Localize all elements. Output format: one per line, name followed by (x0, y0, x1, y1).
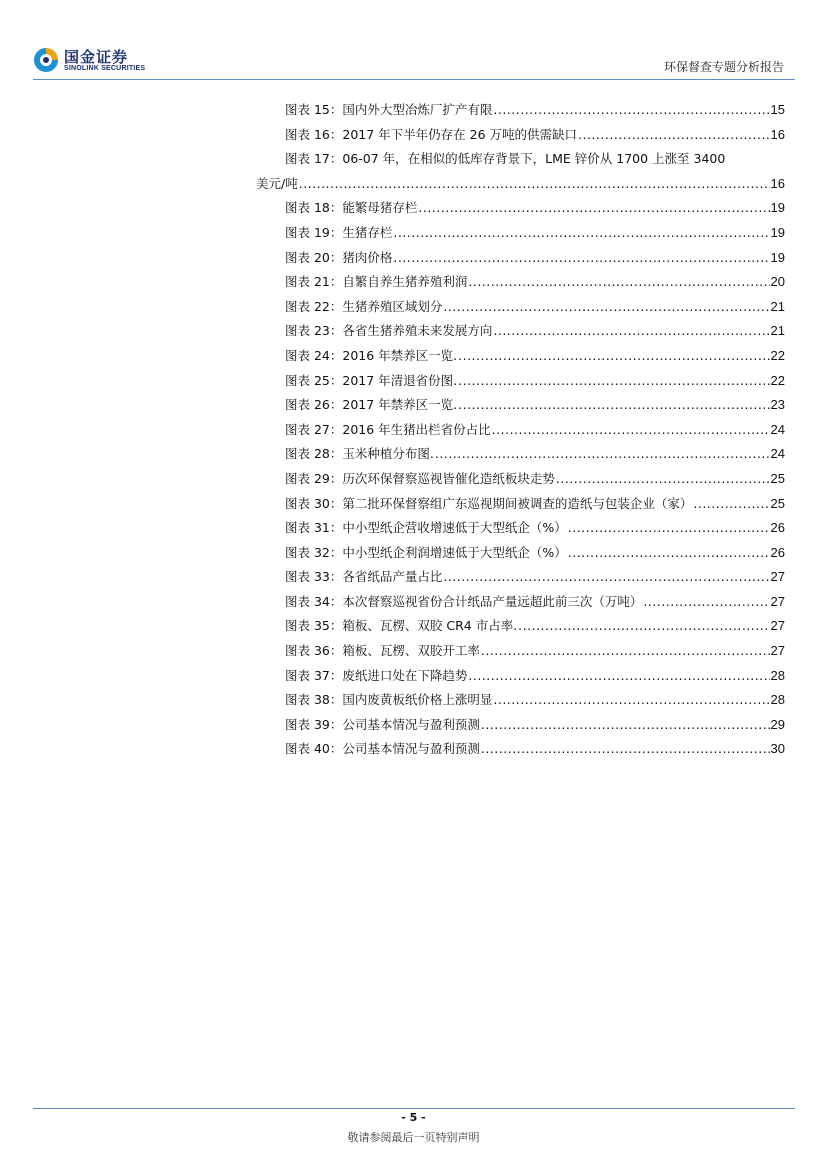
toc-entry-26[interactable] (285, 393, 785, 418)
toc-entry-25[interactable] (285, 369, 785, 394)
toc-entry-37[interactable] (285, 664, 785, 689)
toc-entry-20[interactable] (285, 246, 785, 271)
toc-entry-38[interactable] (285, 688, 785, 713)
toc-leader-dots (492, 418, 770, 443)
toc-leader-dots (481, 737, 770, 762)
toc-entry-label: 图表 26：2017 年禁养区一览. (285, 397, 458, 413)
toc-leader-dots (493, 98, 769, 123)
toc-entry-29[interactable] (285, 467, 785, 492)
toc-entry-label: 图表 29：历次环保督察巡视皆催化造纸板块走势 (285, 470, 555, 486)
toc-entry-page: 19 (770, 249, 785, 265)
toc-entry-label: 图表 21：自繁自养生猪养殖利润 (285, 274, 468, 290)
toc-entry-33[interactable] (285, 565, 785, 590)
toc-entry-label: 图表 23：各省生猪养殖未来发展方向 (285, 323, 493, 339)
toc-leader-dots (556, 467, 770, 492)
toc-leader-dots (458, 344, 769, 369)
figure-list (256, 98, 785, 762)
report-title: 环保督查专题分析报告 (663, 60, 784, 74)
toc-entry-30[interactable] (285, 492, 785, 517)
page-number: - 5 - (401, 1111, 426, 1124)
footer-divider (33, 1108, 795, 1109)
toc-entry-page: 16 (770, 126, 785, 142)
toc-entry-page: 27 (770, 618, 785, 634)
toc-entry-17[interactable] (256, 147, 785, 196)
toc-entry-page: 27 (770, 643, 785, 659)
toc-leader-dots (493, 319, 769, 344)
toc-entry-page: 25 (770, 495, 785, 511)
toc-entry-label: 图表 19：生猪存栏 (285, 224, 393, 240)
toc-entry-page: 16 (770, 175, 785, 191)
toc-entry-28[interactable] (285, 442, 785, 467)
toc-entry-36[interactable] (285, 639, 785, 664)
toc-leader-dots (443, 295, 769, 320)
toc-leader-dots (568, 541, 770, 566)
toc-leader-dots (643, 590, 769, 615)
toc-entry-page: 23 (770, 397, 785, 413)
toc-entry-label-continued: 美元/吨 (256, 175, 298, 191)
toc-entry-label: 图表 25：2017 年清退省份图. (285, 372, 458, 388)
company-logo (33, 46, 163, 76)
toc-entry-label: 图表 31：中小型纸企营收增速低于大型纸企（%） (285, 520, 567, 536)
toc-entry-label: 图表 17：06-07 年，在相似的低库存背景下，LME 锌价从 1700 上涨至 3400 (285, 151, 726, 167)
toc-leader-dots (418, 196, 769, 221)
toc-entry-page: 27 (770, 593, 785, 609)
toc-entry-page: 26 (770, 520, 785, 536)
toc-entry-16[interactable] (285, 123, 785, 148)
toc-entry-label: 图表 40：公司基本情况与盈利预测 (285, 741, 480, 757)
toc-entry-page: 29 (770, 716, 785, 732)
toc-entry-page: 21 (770, 323, 785, 339)
toc-entry-label: 图表 28：玉米种植分布图. (285, 446, 434, 462)
toc-entry-page: 30 (770, 741, 785, 757)
toc-leader-dots (578, 123, 770, 148)
toc-entry-label: 图表 39：公司基本情况与盈利预测 (285, 716, 480, 732)
toc-entry-32[interactable] (285, 541, 785, 566)
toc-leader-dots (299, 172, 770, 197)
toc-entry-40[interactable] (285, 737, 785, 762)
toc-entry-21[interactable] (285, 270, 785, 295)
toc-entry-22[interactable] (285, 295, 785, 320)
toc-entry-label: 图表 32：中小型纸企利润增速低于大型纸企（%） (285, 544, 567, 560)
toc-entry-page: 26 (770, 544, 785, 560)
toc-entry-page: 28 (770, 692, 785, 708)
toc-leader-dots (458, 393, 769, 418)
toc-entry-page: 19 (770, 200, 785, 216)
toc-entry-35[interactable] (285, 614, 785, 639)
toc-entry-31[interactable] (285, 516, 785, 541)
toc-leader-dots (481, 713, 770, 738)
toc-entry-page: 27 (770, 569, 785, 585)
toc-entry-24[interactable] (285, 344, 785, 369)
page-header (0, 0, 827, 82)
toc-entry-page: 21 (770, 298, 785, 314)
toc-leader-dots (568, 516, 770, 541)
logo-mark-icon (33, 47, 59, 73)
toc-entry-label: 图表 18：能繁母猪存栏 (285, 200, 418, 216)
toc-entry-39[interactable] (285, 713, 785, 738)
toc-leader-dots (693, 492, 769, 517)
footer-disclaimer: 敬请参阅最后一页特别声明 (347, 1131, 480, 1144)
toc-entry-label: 图表 22：生猪养殖区域划分 (285, 298, 443, 314)
toc-entry-label: 图表 24：2016 年禁养区一览. (285, 347, 458, 363)
toc-entry-19[interactable] (285, 221, 785, 246)
toc-leader-dots (443, 565, 769, 590)
toc-entry-page: 22 (770, 372, 785, 388)
logo-chinese-name: 国金证券 (64, 48, 129, 66)
toc-entry-34[interactable] (285, 590, 785, 615)
toc-entry-23[interactable] (285, 319, 785, 344)
logo-english-name: SINOLINK SECURITIES (64, 65, 146, 72)
toc-entry-label: 图表 38：国内废黄板纸价格上涨明显 (285, 692, 493, 708)
toc-entry-label: 图表 30：第二批环保督察组广东巡视期间被调查的造纸与包装企业（家） (285, 495, 693, 511)
toc-entry-label: 图表 27：2016 年生猪出栏省份占比 (285, 421, 491, 437)
toc-leader-dots (393, 246, 769, 271)
toc-leader-dots (468, 270, 769, 295)
toc-entry-page: 15 (770, 102, 785, 117)
toc-entry-page: 20 (770, 274, 785, 290)
toc-leader-dots (435, 442, 770, 467)
toc-entry-label: 图表 34：本次督察巡视省份合计纸品产量远超此前三次（万吨） (285, 593, 643, 609)
toc-entry-label: 图表 33：各省纸品产量占比 (285, 569, 443, 585)
toc-entry-label: 图表 37：废纸进口处在下降趋势 (285, 667, 468, 683)
toc-entry-15[interactable] (285, 98, 785, 123)
toc-leader-dots (481, 639, 770, 664)
toc-entry-page: 22 (770, 347, 785, 363)
toc-leader-dots (518, 614, 769, 639)
toc-entry-label: 图表 36：箱板、瓦楞、双胶开工率 (285, 643, 480, 659)
toc-entry-page: 24 (770, 446, 785, 462)
toc-entry-page: 28 (770, 667, 785, 683)
toc-entry-label: 图表 15：国内外大型冶炼厂扩产有限 (285, 102, 493, 117)
header-divider (33, 79, 795, 80)
toc-entry-18[interactable] (285, 196, 785, 221)
toc-entry-page: 24 (770, 421, 785, 437)
toc-leader-dots (493, 688, 769, 713)
toc-entry-27[interactable] (285, 418, 785, 443)
toc-entry-page: 25 (770, 470, 785, 486)
toc-entry-label: 图表 16：2017 年下半年仍存在 26 万吨的供需缺口 (285, 126, 578, 142)
toc-entry-label: 图表 20：猪肉价格 (285, 249, 393, 265)
toc-leader-dots (458, 369, 769, 394)
toc-leader-dots (468, 664, 769, 689)
toc-entry-page: 19 (770, 224, 785, 240)
toc-entry-label: 图表 35：箱板、瓦楞、双胶 CR4 市占率. (285, 618, 518, 634)
toc-leader-dots (393, 221, 769, 246)
